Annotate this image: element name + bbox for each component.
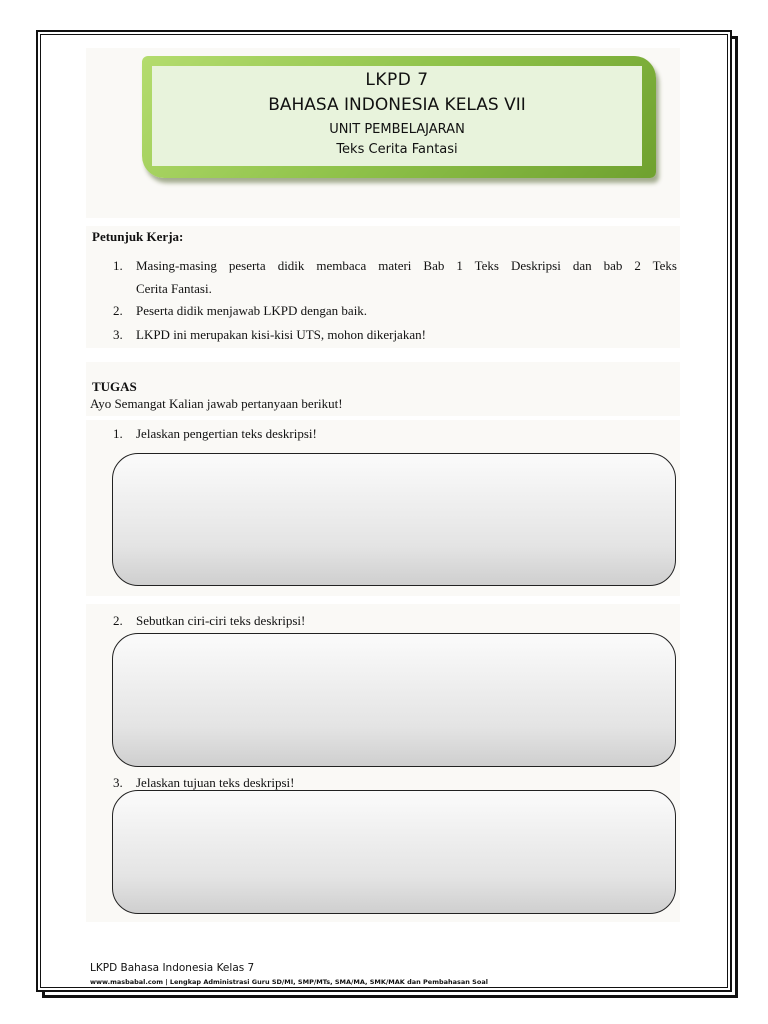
instruction-number-3: 3. <box>113 327 123 342</box>
lkpd-number: LKPD 7 <box>365 70 429 90</box>
instruction-1-line1: Masing-masing peserta didik membaca materi Bab 1 Teks Deskripsi dan bab 2 Teks <box>136 258 677 273</box>
question-number-1: 1. <box>113 426 123 441</box>
unit-label: UNIT PEMBELAJARAN <box>329 122 465 137</box>
instruction-number-1: 1. <box>113 258 123 273</box>
question-number-3: 3. <box>113 775 123 790</box>
question-number-2: 2. <box>113 613 123 628</box>
footer-title: LKPD Bahasa Indonesia Kelas 7 <box>90 962 255 974</box>
instruction-1-line2: Cerita Fantasi. <box>136 281 212 296</box>
question-3: Jelaskan tujuan teks deskripsi! <box>136 775 295 790</box>
task-title: TUGAS <box>92 379 137 394</box>
instructions-title: Petunjuk Kerja: <box>92 229 184 244</box>
title-banner-content <box>152 66 642 166</box>
answer-box-2[interactable] <box>112 633 676 767</box>
answer-box-3[interactable] <box>112 790 676 914</box>
question-2: Sebutkan ciri-ciri teks deskripsi! <box>136 613 306 628</box>
unit-topic: Teks Cerita Fantasi <box>336 142 458 157</box>
instruction-2: Peserta didik menjawab LKPD dengan baik. <box>136 303 368 318</box>
footer-link: www.masbabal.com | Lengkap Administrasi Guru SD/MI, SMP/MTs, SMA/MA, SMK/MAK dan Pembahasan Soal <box>90 978 488 986</box>
instruction-3: LKPD ini merupakan kisi-kisi UTS, mohon dikerjakan! <box>136 327 426 342</box>
question-1: Jelaskan pengertian teks deskripsi! <box>136 426 317 441</box>
subject-title: BAHASA INDONESIA KELAS VII <box>268 95 526 115</box>
task-intro: Ayo Semangat Kalian jawab pertanyaan berikut! <box>90 396 343 411</box>
instruction-number-2: 2. <box>113 303 123 318</box>
answer-box-1[interactable] <box>112 453 676 586</box>
